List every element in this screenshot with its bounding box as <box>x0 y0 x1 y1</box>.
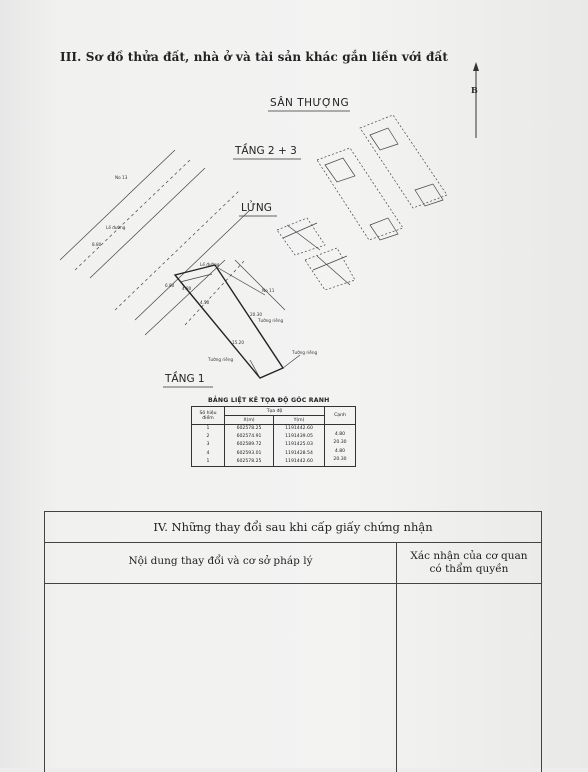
ground-floor-inner-line <box>180 274 212 282</box>
coord-header-y: Y(m) <box>274 416 325 425</box>
road-dash-line-2 <box>115 190 240 310</box>
coord-header-point: Số hiệu điểm <box>192 407 225 425</box>
section3-title: III. Sơ đồ thửa đất, nhà ở và tài sản khác gắn liền với đất <box>60 50 448 64</box>
confirm-column-label-2: có thẩm quyền <box>429 563 509 575</box>
coord-header-edge: Cạnh <box>325 407 356 425</box>
floor23-outline <box>317 148 403 240</box>
site-plan-drawing <box>55 110 475 390</box>
confirm-column-header <box>397 543 541 584</box>
x-value: 602593.01 <box>236 450 262 456</box>
wall-leader-2 <box>250 360 260 378</box>
point-id: 4 <box>206 450 210 456</box>
label-floor1: TẦNG 1 <box>165 373 205 385</box>
road-center-line-1 <box>75 160 190 270</box>
floor23-room-2 <box>370 218 398 240</box>
changes-column <box>45 543 397 772</box>
edge-value: 20.30 <box>333 440 347 446</box>
dim-c: 20.30 <box>250 312 262 317</box>
label-mezzanine: LỬNG <box>241 202 272 214</box>
coord-y-cell <box>274 425 325 467</box>
dim-f: 8.80 <box>92 242 102 247</box>
street-label-2: Lề đường <box>200 262 220 267</box>
rooftop-outline <box>360 115 447 208</box>
x-value: 602578.25 <box>236 426 262 431</box>
note-wall-2: Tường riêng <box>208 357 234 362</box>
street-label-1: Lề đường <box>106 225 126 230</box>
mezzanine-block-2 <box>305 248 355 290</box>
coord-header-x: X(m) <box>225 416 274 425</box>
lot-left-number: No 13 <box>115 175 128 180</box>
wall-leader-1 <box>283 355 300 368</box>
dim-e: 6.80 <box>165 283 175 288</box>
section4-title: IV. Những thay đổi sau khi cấp giấy chứng nhận <box>45 512 541 543</box>
dim-b: 4.50 <box>200 300 210 305</box>
confirm-column-label-1: Xác nhận của cơ quan <box>410 550 528 562</box>
neighbor-line-1 <box>213 265 265 295</box>
point-id: 1 <box>206 458 210 464</box>
x-value: 602589.72 <box>236 442 262 448</box>
label-floor23: TẦNG 2 + 3 <box>235 145 297 157</box>
point-id: 3 <box>206 442 210 448</box>
rooftop-room-1 <box>370 128 398 150</box>
note-wall-3: Tường riêng <box>292 350 318 355</box>
mezz-hatch-3 <box>313 256 347 270</box>
note-wall-1: Tường riêng <box>258 318 284 323</box>
coord-points-cell <box>192 425 225 467</box>
edge-value: 20.30 <box>333 456 347 462</box>
label-rooftop: SÂN THƯỢNG <box>270 97 350 109</box>
road-edge-line-2 <box>90 168 205 278</box>
north-label: B <box>471 85 478 95</box>
road-edge-line-3 <box>135 210 250 320</box>
x-value: 602574.91 <box>236 434 262 440</box>
point-id: 2 <box>206 434 210 440</box>
y-value: 1191425.03 <box>285 442 313 448</box>
coord-header-coord: Tọa độ <box>225 407 325 416</box>
lot-boundary-line-1 <box>145 260 225 335</box>
point-id: 1 <box>206 426 210 431</box>
edge-value: 4.80 <box>334 448 346 454</box>
x-value: 602578.25 <box>236 458 262 464</box>
confirm-column <box>397 543 541 772</box>
coord-x-cell <box>225 425 274 467</box>
edge-value: 4.80 <box>334 432 346 438</box>
y-value: 1191442.60 <box>285 458 313 464</box>
coord-table-title: BẢNG LIỆT KÊ TỌA ĐỘ GÓC RANH <box>208 397 330 404</box>
rooftop-room-2 <box>415 184 443 206</box>
mezz-hatch-4 <box>317 256 350 285</box>
y-value: 1191428.54 <box>285 450 313 456</box>
coord-table <box>191 406 356 467</box>
y-value: 1191439.05 <box>285 434 313 440</box>
changes-column-header <box>45 543 396 584</box>
mezzanine-block-1 <box>277 218 325 255</box>
floor23-room-1 <box>325 158 355 182</box>
road-edge-line-1 <box>60 150 175 260</box>
y-value: 1191442.60 <box>285 426 313 431</box>
section4-table <box>44 511 542 772</box>
lot-number: No 11 <box>262 288 275 293</box>
dim-d: 15.20 <box>232 340 244 345</box>
coord-edge-cell <box>325 425 356 467</box>
changes-column-label: Nội dung thay đổi và cơ sở pháp lý <box>128 555 313 567</box>
dim-a: 4.80 <box>182 286 192 291</box>
neighbor-line-2 <box>235 260 285 310</box>
